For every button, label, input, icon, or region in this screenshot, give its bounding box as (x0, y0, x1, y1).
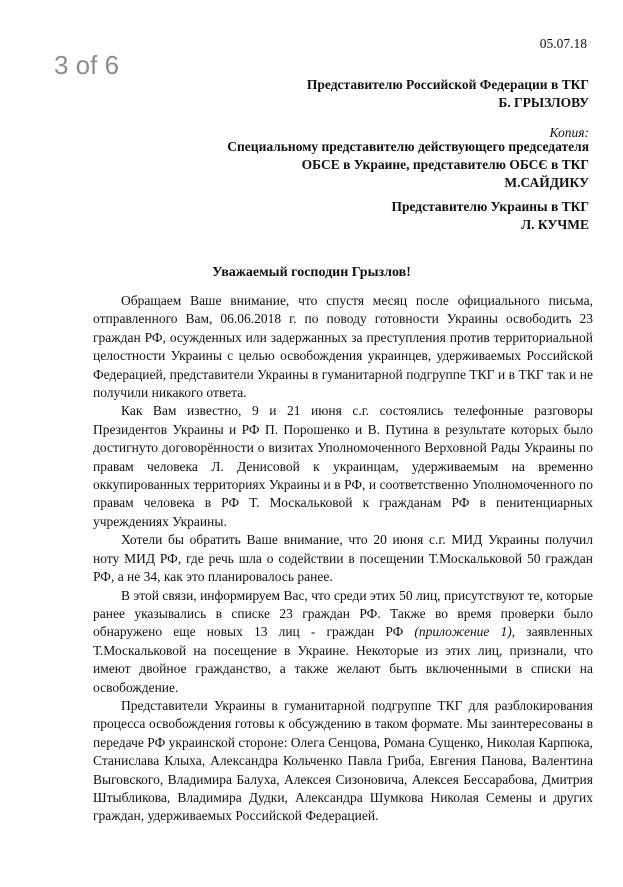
appendix-reference: (приложение 1) (414, 624, 512, 640)
recipient-russia-title: Представителю Российской Федерации в ТКГ (306, 77, 589, 92)
recipient-osce-title-1: Специальному представителю действующего председателя (227, 139, 589, 154)
paragraph-2: Как Вам известно, 9 и 21 июня с.г. состоялись телефонные разговоры Президентов Украины и РФ П. Порошенко и В. Путина в результате которых было достигнуто договорённости о визитах Уполномоченного Верховной Рады Украины по правам человека Л. Денисовой к украинцам, удерживаемым на временно оккупированных территориях Украины и в РФ, и соответственно Уполномоченного по правам человека в РФ Т. Москальковой к гражданам РФ в пенитенциарных учреждениях Украины. (93, 403, 593, 529)
paragraph-4 (93, 587, 593, 697)
letter-body (93, 292, 593, 826)
recipient-osce-name: М.САЙДИКУ (504, 175, 589, 190)
recipient-ukraine (391, 198, 589, 234)
recipient-ukraine-title: Представителю Украины в ТКГ (391, 199, 589, 214)
page-counter: 3 of 6 (54, 50, 120, 80)
paragraph-5: Представители Украины в гуманитарной подгруппе ТКГ для разблокирования процесса освобождения готовы к обсуждению в таком формате. Мы заинтересованы в передаче РФ украинской стороне: Олега Сенцова, Романа Сущенко, Николая Карпюка, Станислава Клыха, Александра Кольченко Павла Гриба, Евгения Панова, Валентина Выговского, Владимира Балуха, Алексея Сизоновича, Алексея Бессарабова, Дмитрия Штыбликова, Владимира Дудки, Александра Шумкова Николая Семены и других граждан, удерживаемых Российской Федерацией. (93, 697, 593, 824)
recipient-ukraine-name: Л. КУЧМЕ (521, 217, 589, 232)
salutation: Уважаемый господин Грызлов! (212, 265, 411, 280)
paragraph-1: Обращаем Ваше внимание, что спустя месяц после официального письма, отправленного Вам, 06.06.2018 г. по поводу готовности Украины освободить 23 граждан РФ, осужденных или задержанных за преступления против территориальной целостности Украины с целью освобождения украинцев, удерживаемых Российской Федерацией, представители Украины в гуманитарной подгруппе ТКГ и в ТКГ так и не получили никакого ответа. (93, 293, 593, 401)
recipient-osce (227, 138, 589, 192)
recipient-russia (307, 76, 589, 112)
paragraph-4-part-b: , заявленных Т.Москальковой на посещение в Украине. Некоторые из этих лиц, признали, что имеют двойное гражданство, а также желают быть включенными в списки на освобождение. (93, 624, 593, 695)
paragraph-4-part-a: В этой связи, информируем Вас, что среди этих 50 лиц, присутствуют те, которые ранее указывались в списке 23 граждан РФ. Также во время проверки было обнаружено еще новых 13 лиц - граждан РФ (93, 587, 593, 640)
paragraph-3: Хотели бы обратить Ваше внимание, что 20 июня с.г. МИД Украины получил ноту МИД РФ, где речь шла о содействии в посещении Т.Москальковой 50 граждан РФ, а не 34, как это планировалось ранее. (93, 532, 593, 585)
recipient-russia-name: Б. ГРЫЗЛОВУ (498, 95, 589, 110)
letter-date: 05.07.18 (539, 36, 587, 51)
recipient-osce-title-2: ОБСЕ в Украине, представителю ОБСЄ в ТКГ (301, 157, 589, 172)
copy-label: Копия: (549, 125, 589, 140)
